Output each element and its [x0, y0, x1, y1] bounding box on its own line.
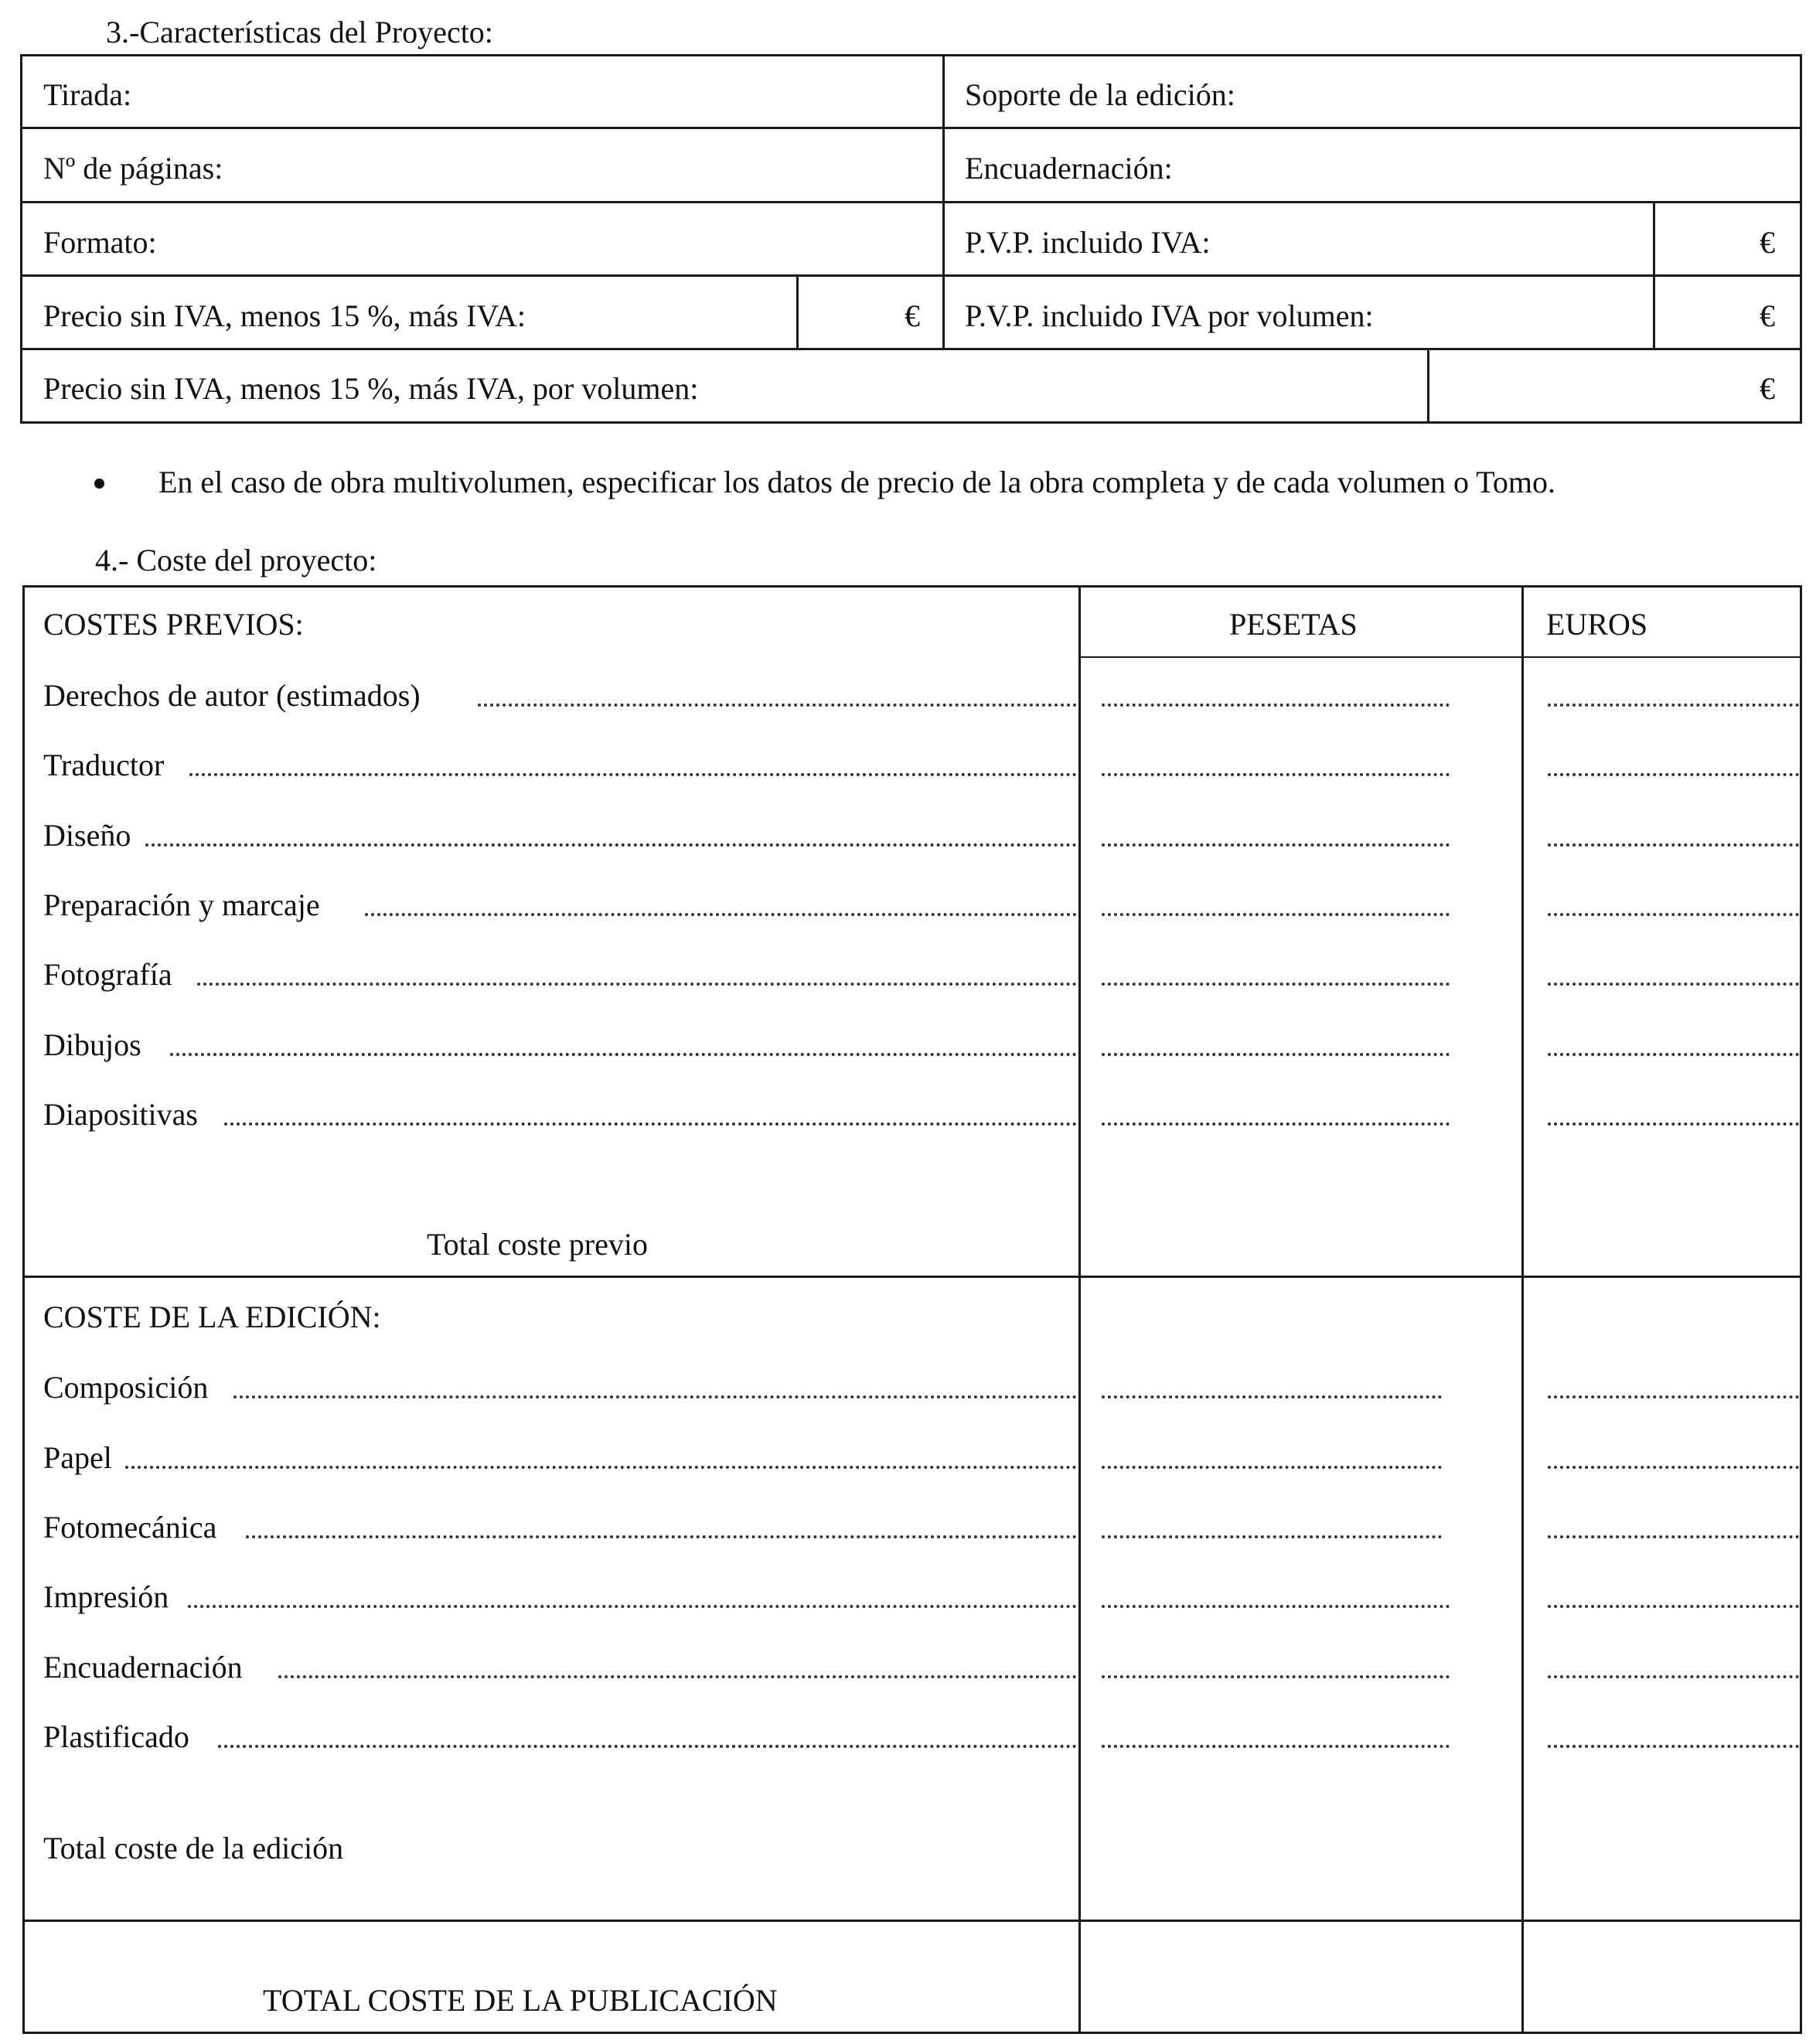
dotted-leader: [189, 773, 1077, 776]
cost-item-label: Impresión: [43, 1579, 169, 1614]
column-divider: [796, 274, 799, 349]
euros-blank: [1548, 1745, 1799, 1748]
section-divider: [22, 1920, 1802, 1922]
cost-item-label: Diseño: [43, 818, 131, 853]
column-divider: [1078, 585, 1081, 2034]
pesetas-column-header: PESETAS: [1229, 607, 1358, 642]
total-coste-previo-label: Total coste previo: [427, 1227, 648, 1262]
euros-blank: [1548, 843, 1799, 847]
cost-item-label: Diapositivas: [43, 1097, 198, 1132]
euros-blank: [1548, 1466, 1799, 1469]
tirada-label: Tirada:: [43, 77, 132, 112]
pesetas-blank: [1102, 1395, 1442, 1398]
paginas-label: Nº de páginas:: [43, 151, 223, 186]
column-divider: [1653, 201, 1655, 349]
euros-blank: [1548, 1053, 1799, 1056]
dotted-leader: [478, 703, 1077, 707]
euros-blank: [1548, 913, 1799, 916]
euro-symbol: €: [1760, 225, 1775, 260]
dotted-leader: [145, 843, 1077, 847]
row-divider: [20, 127, 1802, 129]
euros-blank: [1548, 983, 1799, 986]
precio-sin-iva-volumen-label: Precio sin IVA, menos 15 %, más IVA, por volumen:: [43, 371, 699, 406]
bullet-icon: [94, 479, 104, 489]
euro-symbol: €: [905, 298, 920, 333]
total-coste-publicacion-label: TOTAL COSTE DE LA PUBLICACIÓN: [263, 1983, 778, 2018]
pesetas-blank: [1102, 703, 1450, 707]
pesetas-blank: [1102, 1675, 1450, 1678]
multivolume-note: En el caso de obra multivolumen, especificar los datos de precio de la obra completa y de cada volumen o Tomo.: [158, 465, 1555, 499]
euros-blank: [1548, 1395, 1799, 1398]
dotted-leader: [246, 1535, 1077, 1538]
dotted-leader: [170, 1053, 1077, 1056]
column-divider: [1427, 348, 1429, 424]
header-underline: [1078, 656, 1802, 658]
dotted-leader: [233, 1395, 1077, 1398]
pesetas-blank: [1102, 1053, 1450, 1056]
characteristics-table: [20, 54, 1802, 424]
cost-item-label: Traductor: [43, 748, 165, 782]
pvp-iva-label: P.V.P. incluido IVA:: [965, 225, 1211, 260]
euro-symbol: €: [1760, 371, 1775, 406]
column-divider: [1521, 585, 1524, 2034]
pesetas-blank: [1102, 1605, 1450, 1608]
row-divider: [20, 348, 1802, 350]
euros-column-header: EUROS: [1546, 607, 1648, 642]
pesetas-blank: [1102, 913, 1450, 916]
cost-item-label: Plastificado: [43, 1719, 189, 1754]
euro-symbol: €: [1760, 298, 1775, 333]
cost-item-label: Fotografía: [43, 957, 172, 992]
pesetas-blank: [1102, 1535, 1442, 1538]
encuadernacion-label: Encuadernación:: [965, 151, 1173, 186]
cost-item-label: Preparación y marcaje: [43, 887, 320, 922]
column-divider: [942, 54, 945, 349]
coste-edicion-heading: COSTE DE LA EDICIÓN:: [43, 1300, 381, 1334]
row-divider: [20, 201, 1802, 203]
costes-previos-heading: COSTES PREVIOS:: [43, 607, 304, 642]
euros-blank: [1548, 1122, 1799, 1126]
euros-blank: [1548, 1605, 1799, 1608]
section4-title: 4.- Coste del proyecto:: [95, 543, 377, 577]
euros-blank: [1548, 1675, 1799, 1678]
formato-label: Formato:: [43, 225, 157, 260]
dotted-leader: [197, 983, 1077, 986]
pesetas-blank: [1102, 773, 1450, 776]
pvp-iva-volumen-label: P.V.P. incluido IVA por volumen:: [965, 298, 1374, 333]
dotted-leader: [188, 1605, 1077, 1608]
cost-item-label: Encuadernación: [43, 1650, 243, 1685]
total-coste-edicion-label: Total coste de la edición: [43, 1831, 344, 1865]
euros-blank: [1548, 1535, 1799, 1538]
precio-sin-iva-label: Precio sin IVA, menos 15 %, más IVA:: [43, 298, 526, 333]
dotted-leader: [218, 1745, 1077, 1748]
pesetas-blank: [1102, 1745, 1450, 1748]
soporte-label: Soporte de la edición:: [965, 77, 1235, 112]
cost-item-label: Composición: [43, 1370, 209, 1405]
dotted-leader: [224, 1122, 1077, 1126]
euros-blank: [1548, 703, 1799, 707]
section3-title: 3.-Características del Proyecto:: [106, 15, 493, 49]
dotted-leader: [365, 913, 1077, 916]
pesetas-blank: [1102, 1466, 1442, 1469]
cost-item-label: Papel: [43, 1440, 112, 1475]
row-divider: [20, 274, 1802, 277]
pesetas-blank: [1102, 983, 1450, 986]
cost-item-label: Fotomecánica: [43, 1510, 217, 1545]
pesetas-blank: [1102, 843, 1450, 847]
cost-item-label: Dibujos: [43, 1027, 141, 1062]
pesetas-blank: [1102, 1122, 1450, 1126]
section-divider: [22, 1276, 1802, 1278]
euros-blank: [1548, 773, 1799, 776]
dotted-leader: [278, 1675, 1077, 1678]
cost-item-label: Derechos de autor (estimados): [43, 678, 421, 713]
dotted-leader: [125, 1466, 1077, 1469]
